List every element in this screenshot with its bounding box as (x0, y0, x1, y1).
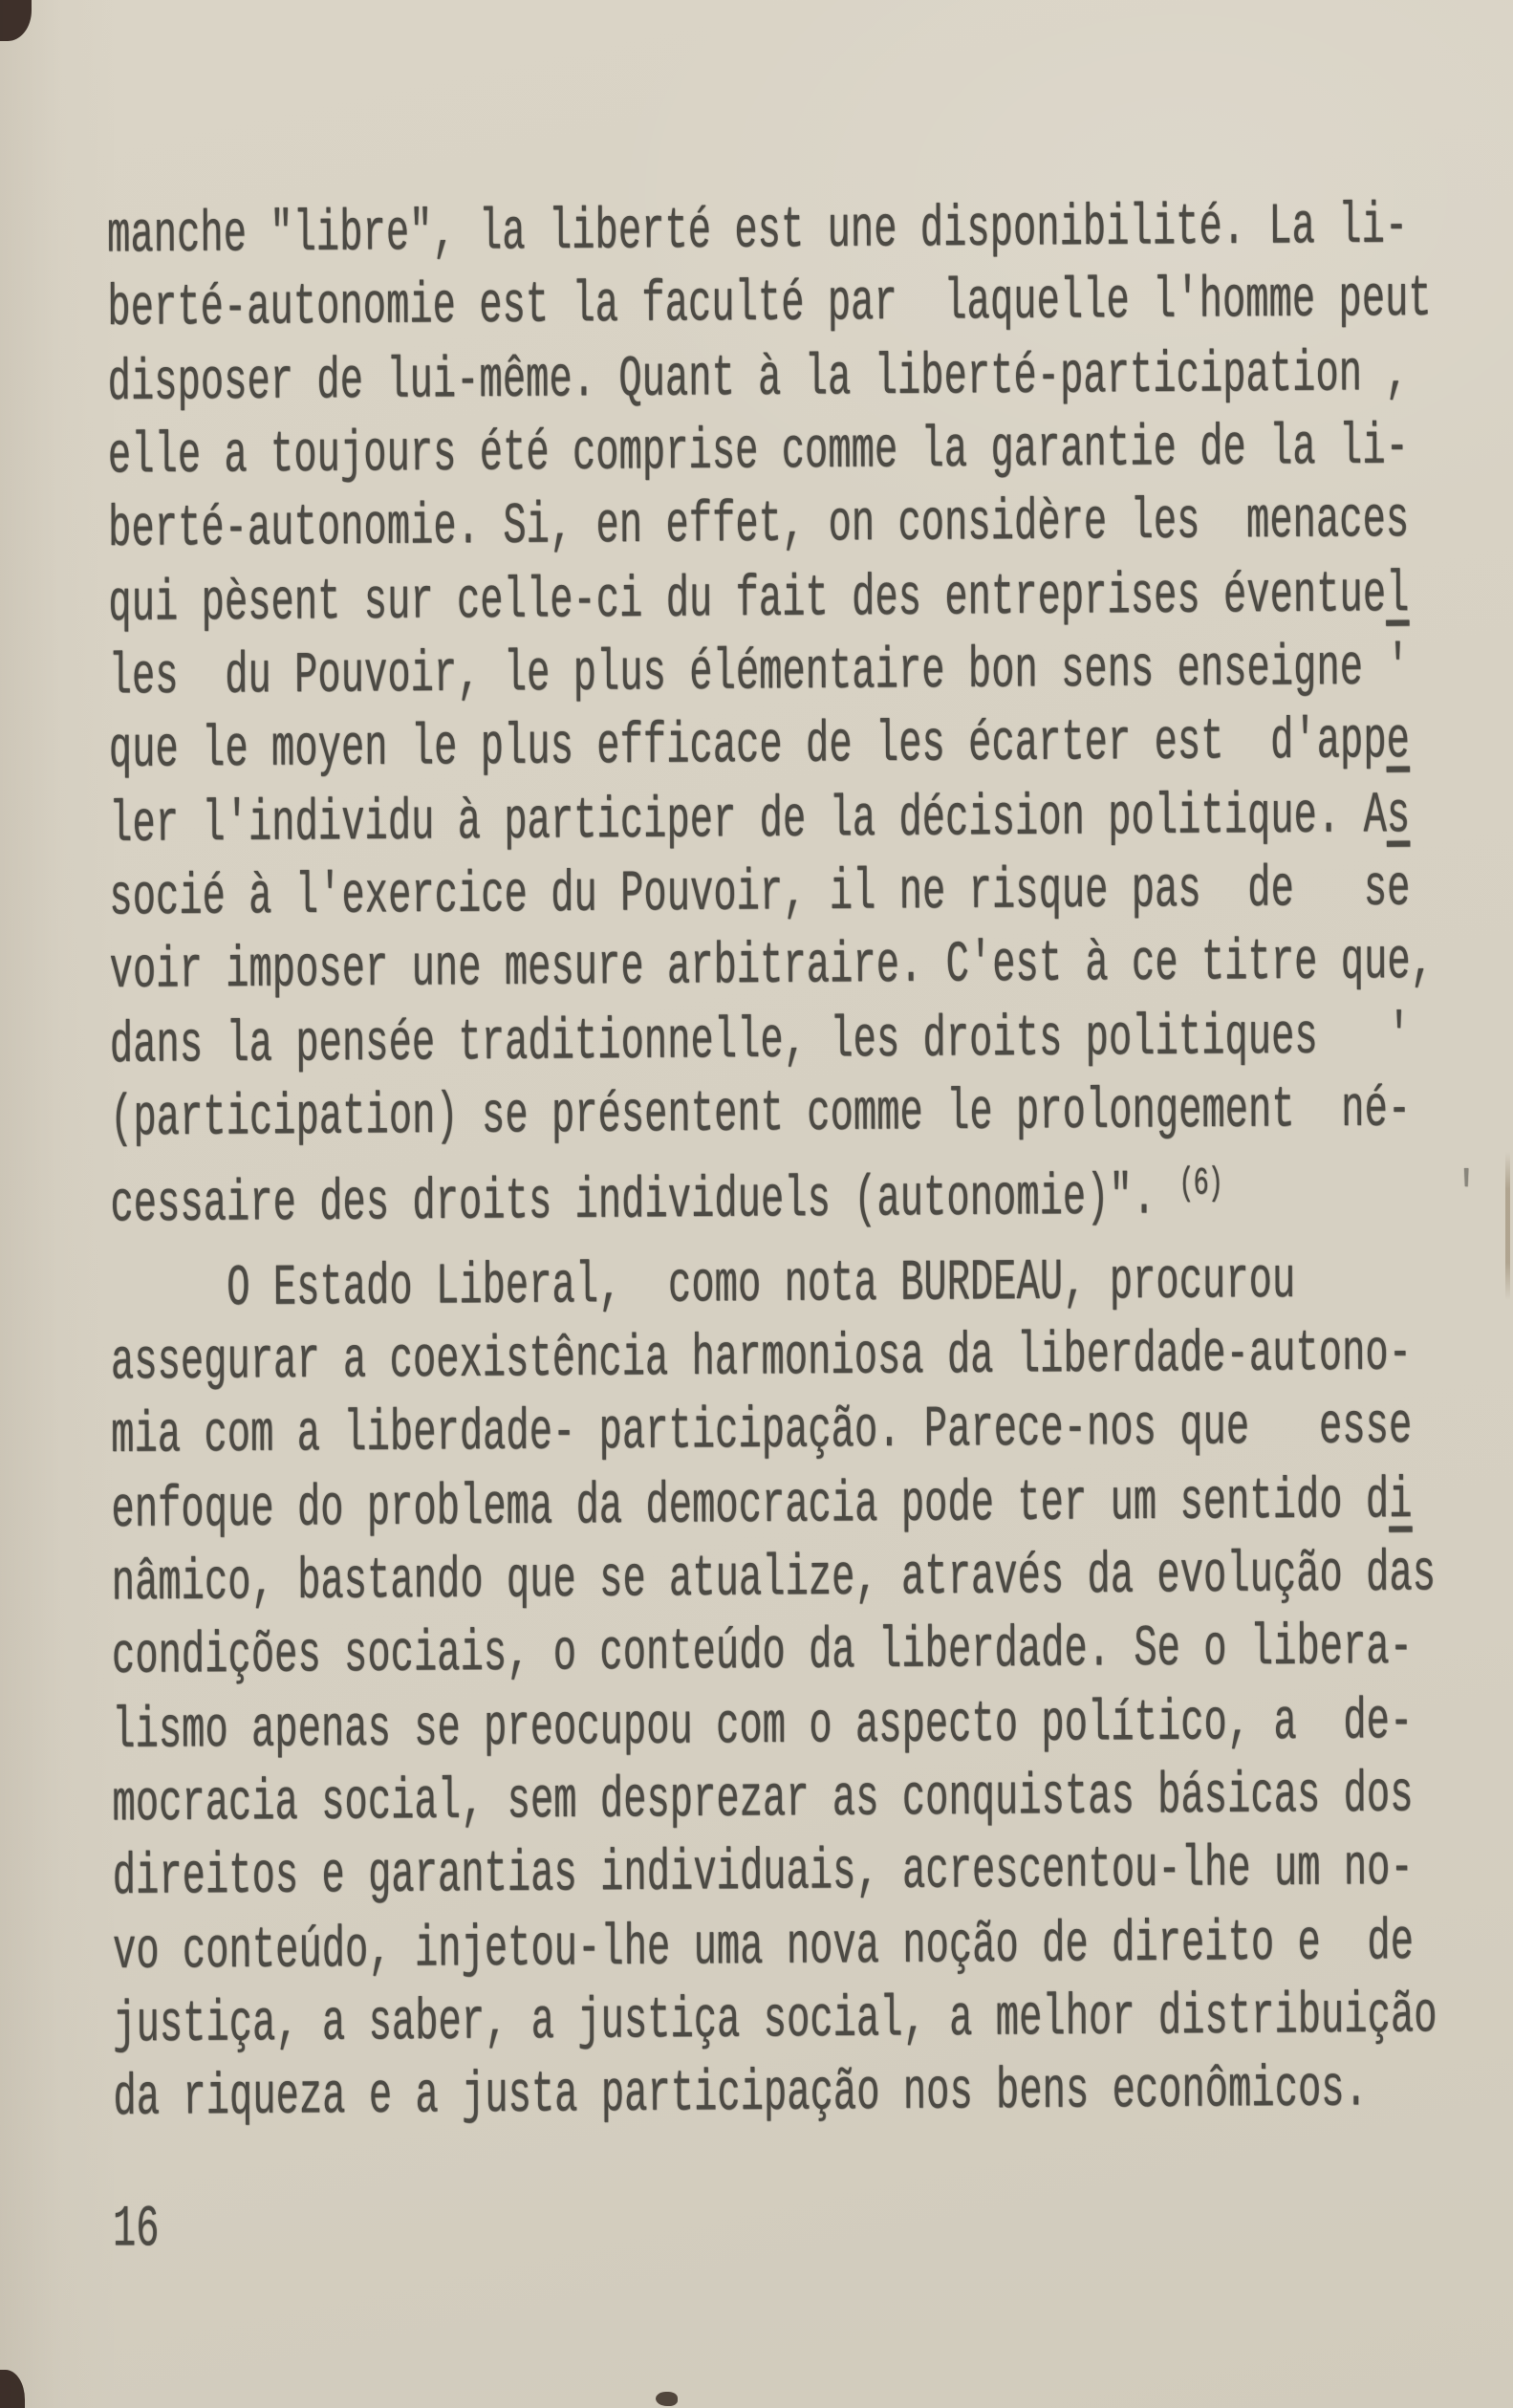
typewritten-text-block (107, 191, 1479, 2137)
hyphenation-underline-char: s (1386, 782, 1411, 850)
text-segment: cessaire des droits individuels (autonomie)". (110, 1165, 1179, 1240)
scan-artifact-bottom-left-corner (0, 2370, 25, 2408)
text-line: vo conteúdo, injetou-lhe uma nova noção de direito e de (112, 1909, 1415, 1985)
text-line: voir imposer une mesure arbitraire. C'est à ce titre que, (109, 929, 1435, 1006)
scan-artifact-bottom-spot (656, 2392, 678, 2406)
text-line: condições sociais, o conteúdo da liberdade. Se o libera- (111, 1615, 1414, 1691)
text-line: berté-autonomie. Si, en effet, on considère les menaces (108, 488, 1410, 564)
text-segment: ' (1221, 1162, 1479, 1231)
text-line: mia com a liberdade- participação. Parece-nos que esse (111, 1394, 1413, 1470)
text-line: enfoque do problema da democracia pode ter um sentido di (111, 1467, 1413, 1544)
text-line: les du Pouvoir, le plus élémentaire bon sens enseigne ' (108, 635, 1410, 711)
paragraph (107, 191, 1479, 1240)
text-line: direitos e garantias individuais, acrescentou-lhe um no- (112, 1835, 1414, 1912)
hyphenation-underline-char: i (1389, 1467, 1413, 1535)
text-line: mocracia social, sem desprezar as conquistas básicas dos (112, 1762, 1414, 1838)
hyphenation-underline-char: e (1386, 708, 1411, 776)
text-line (110, 1148, 1479, 1240)
paragraph (111, 1245, 1452, 2137)
footnote-marker: (6) (1178, 1163, 1223, 1207)
hyphenation-underline-char: l (1385, 561, 1410, 629)
scan-artifact-top-left-corner (0, 0, 32, 41)
text-line: O Estado Liberal, como nota BURDEAU, procurou (110, 1247, 1296, 1323)
scan-artifact-right-edge-streak (1505, 1152, 1510, 1300)
text-line: disposer de lui-même. Quant à la liberté-participation , (107, 341, 1409, 417)
text-line: que le moyen le plus efficace de les écarter est d'appe (108, 708, 1411, 785)
text-line: elle a toujours été comprise comme la garantie de la li- (107, 414, 1410, 490)
text-line: da riqueza e a justa participação nos bens econômicos. (113, 2057, 1368, 2133)
text-line: (participation) se présentent comme le prolongement né- (110, 1076, 1412, 1153)
page-number: 16 (113, 2198, 160, 2264)
text-line: lismo apenas se preocupou com o aspecto político, a de- (112, 1688, 1414, 1765)
text-line: ler l'individu à participer de la décision politique. As (109, 782, 1411, 858)
text-line: nâmico, bastando que se atualize, através da evolução das (111, 1541, 1437, 1617)
text-line: berté-autonomie est la faculté par laquelle l'homme peut (107, 267, 1432, 343)
text-line: assegurar a coexistência harmoniosa da liberdade-autono- (110, 1320, 1413, 1397)
text-line: manche "libre", la liberté est une disponibilité. La li- (107, 194, 1409, 270)
text-line: qui pèsent sur celle-ci du fait des entreprises éventuel (108, 561, 1410, 638)
text-line: socié à l'exercice du Pouvoir, il ne risque pas de se (109, 856, 1411, 932)
text-line: dans la pensée traditionnelle, les droits politiques ' (109, 1003, 1412, 1079)
text-line: justiça, a saber, a justiça social, a melhor distribuição (113, 1983, 1437, 2059)
